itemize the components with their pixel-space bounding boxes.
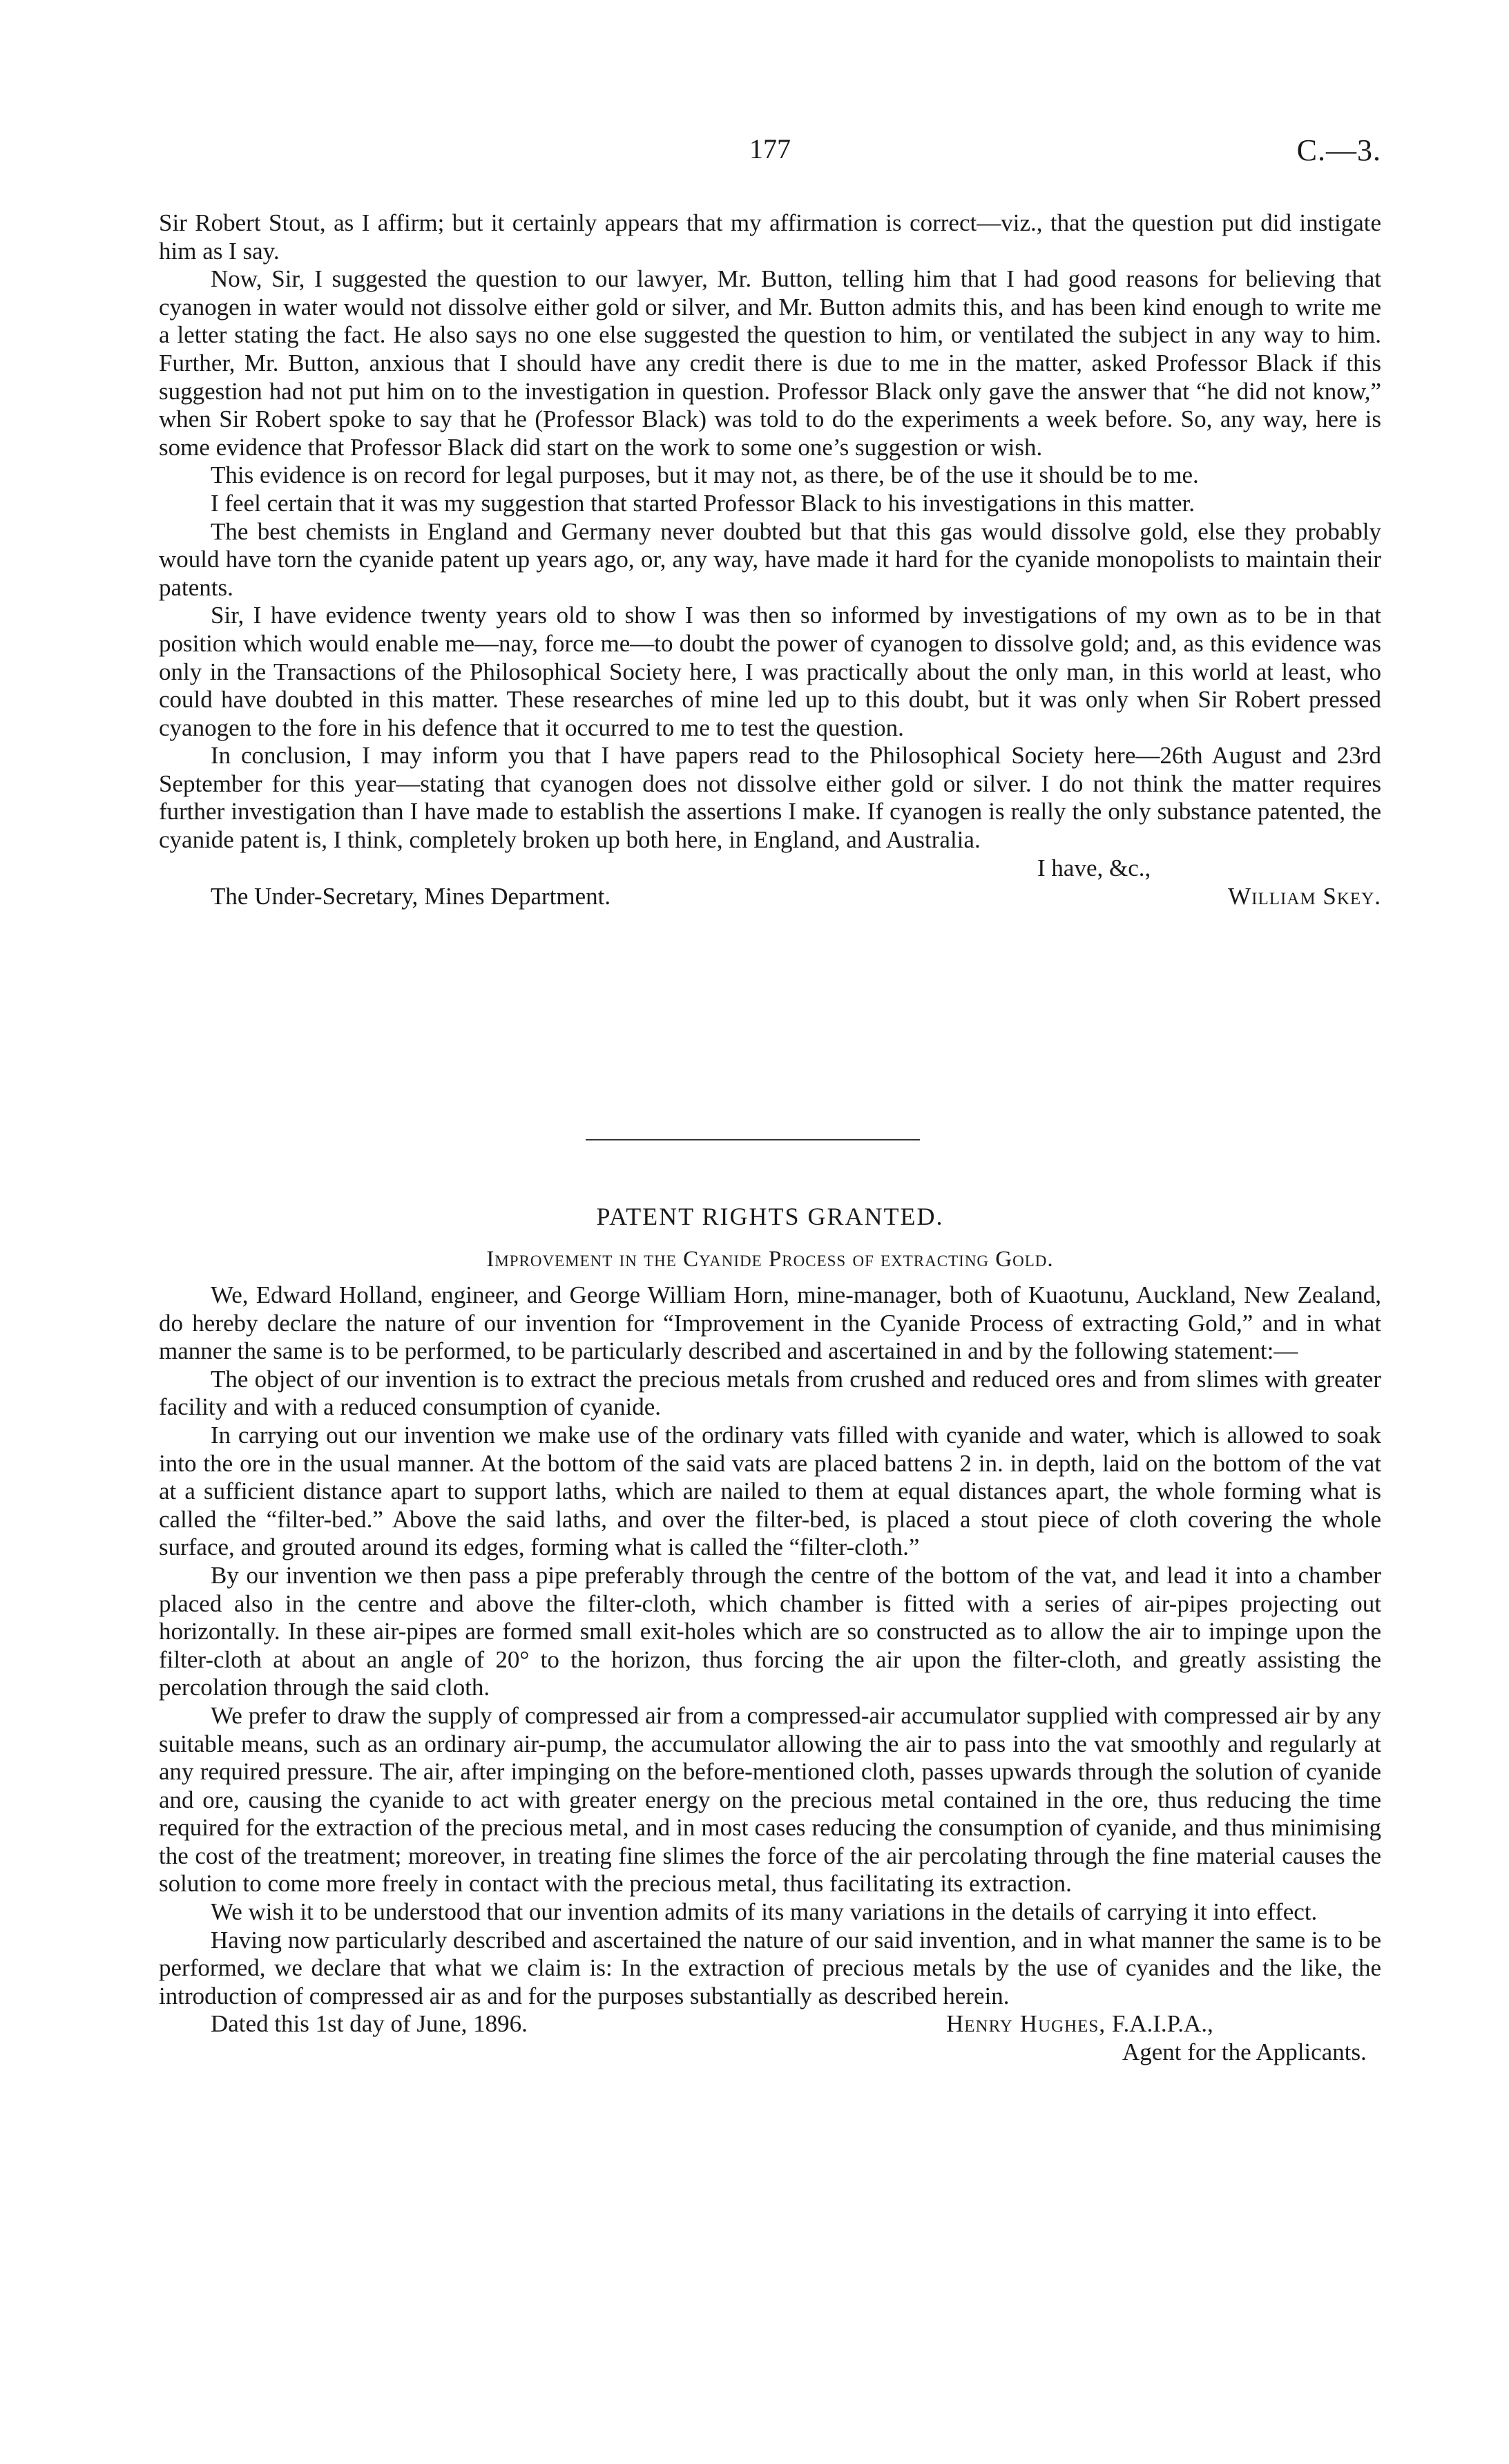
closing-row bbox=[159, 854, 1381, 883]
patent-body bbox=[159, 1281, 1381, 2067]
dated-line: Dated this 1st day of June, 1896. bbox=[211, 2010, 528, 2038]
letter-paragraph: Now, Sir, I suggested the question to our lawyer, Mr. Button, telling him that I had good reasons for believing that cyanogen in water would not dissolve either gold or silver, and Mr. Button admits this, and has been kind enough to write me a letter stating the fact. He also says no one else suggested the question to him, or ventilated the subject in any way to him. Further, Mr. Button, anxious that I should have any credit there is due to me in the matter, asked Professor Black if this suggestion had not put him on to the investigation in question. Professor Black only gave the answer that “he did not know,” when Sir Robert spoke to say that he (Professor Black) was told to do the experiments a week before. So, any way, here is some evidence that Professor Black did start on the work to some one’s suggestion or wish. bbox=[159, 265, 1381, 461]
page-number: 177 bbox=[749, 133, 791, 164]
letter-paragraph: This evidence is on record for legal purposes, but it may not, as there, be of the use it should be to me. bbox=[211, 461, 1199, 489]
agent-role: Agent for the Applicants. bbox=[1122, 2038, 1367, 2066]
letter-paragraph: The best chemists in England and Germany never doubted but that this gas would dissolve gold, else they probably would have torn the cyanide patent up years ago, or, any way, have made it hard for the cyanide monopolists to maintain their patents. bbox=[159, 517, 1381, 601]
dated-signature-row bbox=[159, 2010, 1381, 2067]
patent-paragraph: Having now particularly described and ascertained the nature of our said invention, and in what manner the same is to be performed, we declare that what we claim is: In the extraction of precious metals by the use of cyanides and the like, the introduction of compressed air as and for the purposes substantially as described herein. bbox=[159, 1926, 1381, 2009]
patent-paragraph: By our invention we then pass a pipe preferably through the centre of the bottom of the vat, and lead it into a chamber placed also in the centre and above the filter-cloth, which chamber is fitted with a series of air-pipes projecting out horizontally. In these air-pipes are formed small exit-holes which are so constructed as to allow the air to impinge upon the filter-cloth at about an angle of 20° to the horizon, thus forcing the air upon the filter-cloth, and greatly assisting the percolation through the said cloth. bbox=[159, 1561, 1381, 1701]
document-reference: C.—3. bbox=[1296, 133, 1381, 167]
letter-body bbox=[159, 209, 1381, 911]
patent-paragraph: The object of our invention is to extract the precious metals from crushed and reduced ores and from slimes with greater facility and with a reduced consumption of cyanide. bbox=[159, 1365, 1381, 1421]
letter-paragraph: I feel certain that it was my suggestion that started Professor Black to his investigations in this matter. bbox=[211, 489, 1195, 517]
letter-paragraph: Sir, I have evidence twenty years old to show I was then so informed by investigations of my own as to be in that position which would enable me—nay, force me—to doubt the power of cyanogen to dissolve gold; and, as this evidence was only in the Transactions of the Philosophical Society here, I was practically about the only man, in this world at least, who could have doubted in this matter. These researches of mine led up to this doubt, but it was only when Sir Robert pressed cyanogen to the fore in his defence that it occurred to me to test the question. bbox=[159, 602, 1381, 741]
patent-paragraph: We wish it to be understood that our invention admits of its many variations in the details of carrying it into effect. bbox=[211, 1898, 1318, 1926]
patent-paragraph: In carrying out our invention we make use of the ordinary vats filled with cyanide and water, which is allowed to soak into the ore in the usual manner. At the bottom of the said vats are placed battens 2 in. in depth, laid on the bottom of the vat at a sufficient distance apart to support laths, which are nailed to them at equal distances apart, the whole forming what is called the “filter-bed.” Above the said laths, and over the filter-bed, is placed a stout piece of cloth covering the whole surface, and grouted around its edges, forming what is called the “filter-cloth.” bbox=[159, 1421, 1381, 1561]
agent-name: Henry Hughes, bbox=[946, 2010, 1106, 2038]
patent-paragraph: We, Edward Holland, engineer, and George William Horn, mine-manager, both of Kuaotunu, Auckland, New Zealand, do hereby declare the nature of our invention for “Improvement in the Cyanide Process of extracting Gold,” and in what manner the same is to be performed, to be particularly described and ascertained in and by the following statement:— bbox=[159, 1281, 1381, 1365]
agent-signature bbox=[946, 2010, 1213, 2038]
letter-signature: William Skey. bbox=[1228, 882, 1381, 910]
section-divider bbox=[586, 1139, 920, 1140]
letter-addressee: The Under-Secretary, Mines Department. bbox=[211, 882, 611, 910]
patent-paragraph: We prefer to draw the supply of compressed air from a compressed-air accumulator supplied with compressed air by any suitable means, such as an ordinary air-pump, the accumulator allowing the air to pass into the vat smoothly and regularly at any required pressure. The air, after impinging on the before-mentioned cloth, passes upwards through the solution of cyanide and ore, causing the cyanide to act with greater energy on the precious metal contained in the ore, thus reducing the time required for the extraction of the precious metal, and in most cases reducing the consumption of cyanide, and thus minimising the cost of the treatment; moreover, in treating fine slimes the force of the air percolating through the fine material causes the solution to come more freely in contact with the precious metal, thus facilitating its extraction. bbox=[159, 1701, 1381, 1898]
letter-paragraph: In conclusion, I may inform you that I have papers read to the Philosophical Society here—26th August and 23rd September for this year—stating that cyanogen does not dissolve either gold or silver. I do not think the matter requires further investigation than I have made to establish the assertions I make. If cyanogen is really the only substance patented, the cyanide patent is, I think, completely broken up both here, in England, and Australia. bbox=[159, 742, 1381, 854]
patent-subtitle: Improvement in the Cyanide Process of extracting Gold. bbox=[486, 1247, 1054, 1272]
letter-closing: I have, &c., bbox=[1037, 854, 1151, 881]
page-header bbox=[159, 133, 1381, 174]
agent-credentials: F.A.I.P.A., bbox=[1111, 2010, 1213, 2038]
letter-paragraph: Sir Robert Stout, as I affirm; but it certainly appears that my affirmation is correct—viz., that the question put did instigate him as I say. bbox=[159, 209, 1381, 265]
patent-title: PATENT RIGHTS GRANTED. bbox=[596, 1203, 944, 1230]
signature-row bbox=[159, 883, 1381, 911]
